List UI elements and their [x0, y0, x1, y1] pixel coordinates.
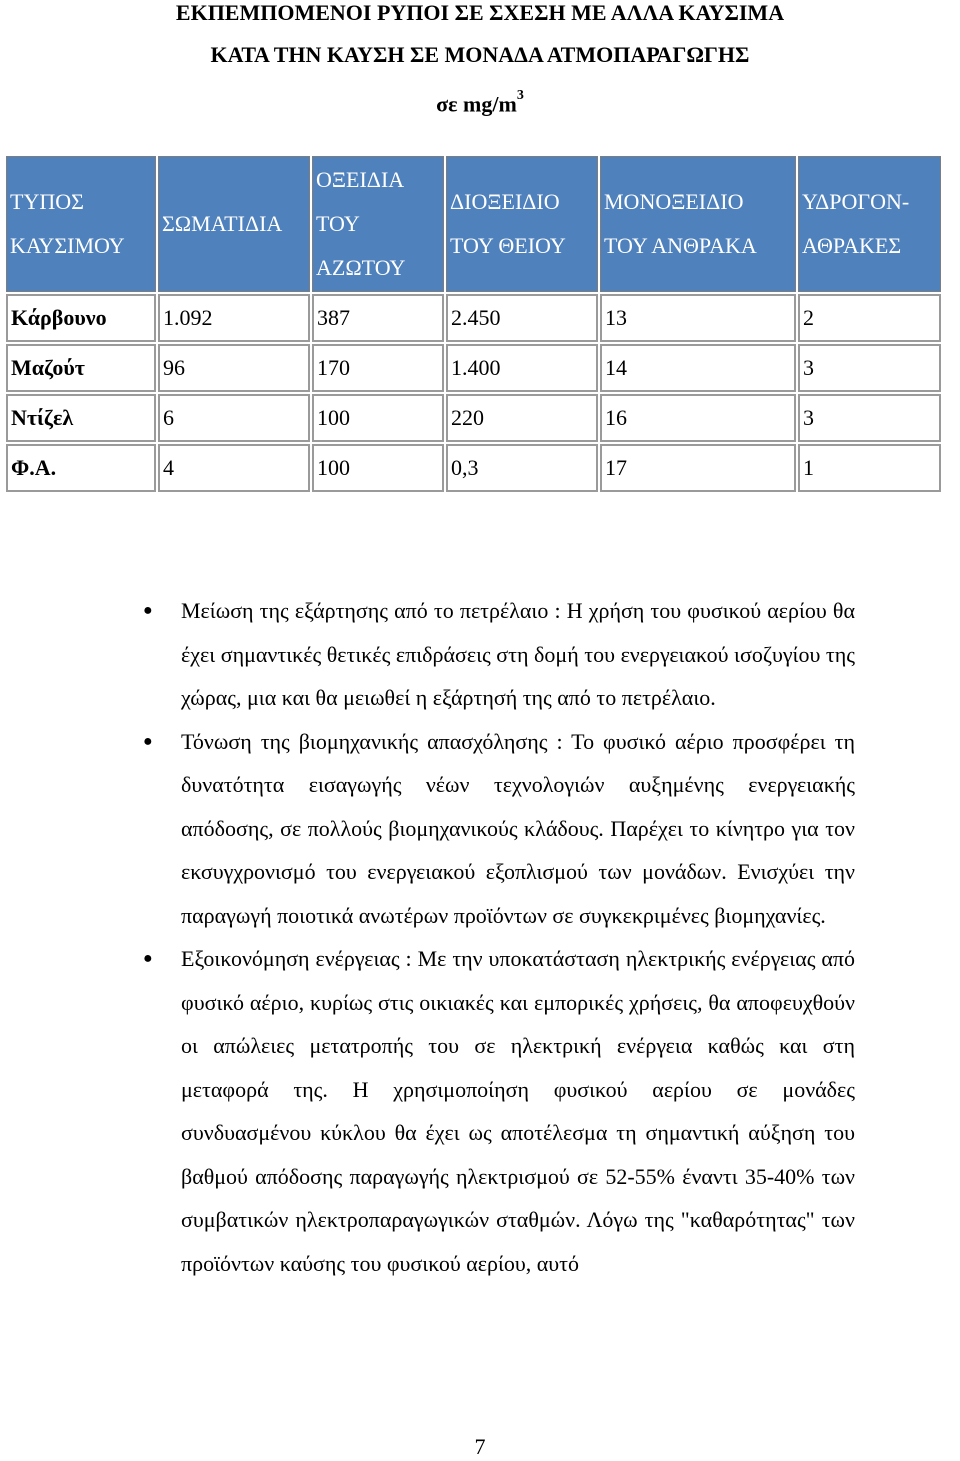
header-sulfur-dioxide: ΔΙΟΞΕΙΔΙΟ ΤΟΥ ΘΕΙΟΥ [446, 156, 598, 292]
list-item-text: Εξοικονόμηση ενέργειας : Με την υποκατάσταση ηλεκτρικής ενέργειας από φυσικό αέριο, κυρίως στις οικιακές και εμπορικές χρήσεις, θα αποφευχθούν οι απώλειες μετατροπής του σε ηλεκτρική ενέργεια καθώς και στη μεταφορά της. Η χρησιμοποίηση φυσικού αερίου σε μονάδες συνδυασμένου κύκλου θα έχει ως αποτέλεσμα τη σημαντική αύξηση του βαθμού απόδοσης παραγωγής ηλεκτρισμού σε 52-55% έναντι 35-40% των συμβατικών ηλεκτροπαραγωγικών σταθμών. Λόγω της "καθαρότητας" των προϊόντων καύσης του φυσικού αερίου, αυτό [181, 946, 855, 1276]
table-header-row [6, 156, 941, 292]
header-nitrogen-oxides: ΟΞΕΙΔΙΑ ΤΟΥ ΑΖΩΤΟΥ [312, 156, 444, 292]
table-cell: 2.450 [446, 294, 598, 342]
table-cell: 6 [158, 394, 310, 442]
bullet-list [0, 589, 960, 1285]
table-row [6, 344, 941, 392]
table-cell: 170 [312, 344, 444, 392]
table-cell: Κάρβουνο [6, 294, 156, 342]
table-cell: 1 [798, 444, 941, 492]
table-cell: 13 [600, 294, 796, 342]
list-item-text: Τόνωση της βιομηχανικής απασχόλησης : Το φυσικό αέριο προσφέρει τη δυνατότητα εισαγωγής νέων τεχνολογιών αυξημένης ενεργειακής απόδοσης, σε πολλούς βιομηχανικούς κλάδους. Παρέχει το κίνητρο για τον εκσυγχρονισμό του ενεργειακού εξοπλισμού των μονάδων. Ενισχύει την παραγωγή ποιοτικά ανωτέρων προϊόντων σε συγκεκριμένες βιομηχανίες. [181, 728, 855, 928]
heading-line-3 [0, 89, 960, 115]
table-cell: 220 [446, 394, 598, 442]
heading-line-2: ΚΑΤΑ ΤΗΝ ΚΑΥΣΗ ΣΕ ΜΟΝΑΔΑ ΑΤΜΟΠΑΡΑΓΩΓΗΣ [210, 42, 750, 67]
bullet-icon: ● [143, 950, 153, 967]
table-row [6, 294, 941, 342]
table-cell: Ντίζελ [6, 394, 156, 442]
bullet-icon: ● [143, 602, 153, 619]
header-fuel-type: ΤΥΠΟΣ ΚΑΥΣΙΜΟΥ [6, 156, 156, 292]
table-cell: 16 [600, 394, 796, 442]
header-particles: ΣΩΜΑΤΙΔΙΑ [158, 156, 310, 292]
header-carbon-monoxide: ΜΟΝΟΞΕΙΔΙΟ ΤΟΥ ΑΝΘΡΑΚΑ [600, 156, 796, 292]
header-hydrocarbons: ΥΔΡΟΓΟΝ- ΑΘΡΑΚΕΣ [798, 156, 941, 292]
table-cell: 96 [158, 344, 310, 392]
list-item-text: Μείωση της εξάρτησης από το πετρέλαιο : Η χρήση του φυσικού αερίου θα έχει σημαντικές θετικές επιδράσεις στη δομή του ενεργειακού ισοζυγίου της χώρας, μια και θα μειωθεί η εξάρτησή της από το πετρέλαιο. [181, 598, 855, 710]
list-item [0, 589, 855, 720]
page-number: 7 [474, 1434, 486, 1459]
table-cell: 17 [600, 444, 796, 492]
table-cell: 4 [158, 444, 310, 492]
list-item [0, 937, 855, 1285]
list-item [0, 720, 855, 938]
heading-unit: σε mg/m [436, 91, 517, 117]
table-cell: Φ.Α. [6, 444, 156, 492]
table-row [6, 394, 941, 442]
table-cell: 387 [312, 294, 444, 342]
bullet-icon: ● [143, 732, 153, 750]
heading-line-1: ΕΚΠΕΜΠΟΜΕΝΟΙ ΡΥΠΟΙ ΣΕ ΣΧΕΣΗ ΜΕ ΑΛΛΑ ΚΑΥΣΙΜΑ [175, 0, 785, 25]
table-cell: 3 [798, 344, 941, 392]
table-cell: 0,3 [446, 444, 598, 492]
table-cell: 14 [600, 344, 796, 392]
table-cell: 2 [798, 294, 941, 342]
emissions-table [4, 154, 943, 494]
table-cell: 1.400 [446, 344, 598, 392]
heading-unit-exponent: 3 [516, 88, 524, 103]
table-cell: 3 [798, 394, 941, 442]
table-cell: 100 [312, 444, 444, 492]
table-row [6, 444, 941, 492]
table-cell: 1.092 [158, 294, 310, 342]
table-cell: 100 [312, 394, 444, 442]
table-cell: Μαζούτ [6, 344, 156, 392]
